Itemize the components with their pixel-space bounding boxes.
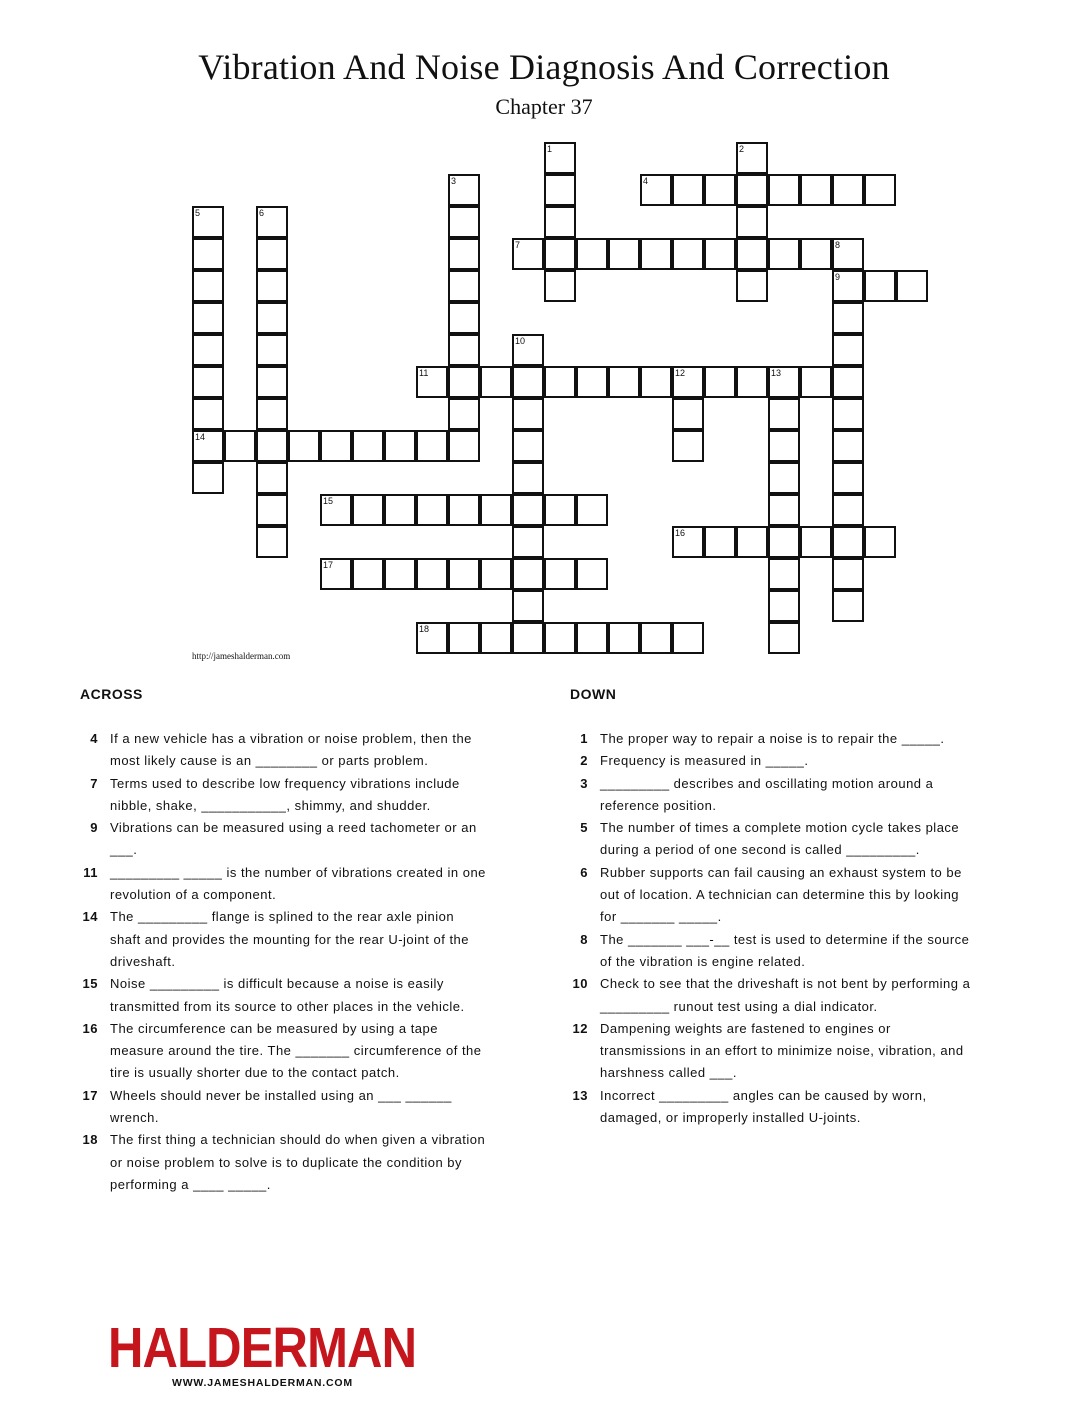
clue-text: The proper way to repair a noise is to repair the _____. (600, 731, 945, 746)
grid-cell[interactable] (736, 206, 768, 238)
clue-number: 14 (195, 432, 206, 442)
grid-cell[interactable] (832, 494, 864, 526)
grid-cell[interactable] (416, 430, 448, 462)
grid-cell[interactable] (544, 558, 576, 590)
grid-cell[interactable] (512, 558, 544, 590)
clue-number: 15 (323, 496, 334, 506)
clue-number: 6 (259, 208, 265, 218)
clue-num: 4 (90, 731, 98, 746)
clue-number: 10 (515, 336, 526, 346)
grid-cell[interactable] (768, 494, 800, 526)
grid-cell[interactable] (800, 366, 832, 398)
grid-cell[interactable] (416, 494, 448, 526)
clue-num: 1 (580, 731, 588, 746)
grid-cell[interactable] (736, 526, 768, 558)
clue-num: 9 (90, 820, 98, 836)
grid-cell[interactable] (512, 462, 544, 494)
grid-cell[interactable] (800, 238, 832, 270)
down-clue (562, 1018, 978, 1085)
page-title: Vibration And Noise Diagnosis And Correction (198, 47, 890, 87)
grid-cell[interactable] (192, 302, 224, 334)
across-clue (72, 1129, 488, 1196)
grid-cell[interactable] (384, 430, 416, 462)
grid-cell[interactable] (288, 430, 320, 462)
grid-cell[interactable] (512, 590, 544, 622)
grid-cell[interactable] (352, 494, 384, 526)
grid-cell[interactable] (256, 462, 288, 494)
grid-cell[interactable] (800, 526, 832, 558)
across-clue (72, 906, 488, 973)
grid-cell[interactable] (832, 366, 864, 398)
grid-cell[interactable] (192, 366, 224, 398)
clue-number: 18 (419, 624, 430, 634)
grid-cell[interactable] (256, 398, 288, 430)
across-heading: ACROSS (80, 686, 143, 702)
across-clues (72, 728, 488, 1196)
grid-cell[interactable] (320, 430, 352, 462)
grid-cell[interactable] (256, 494, 288, 526)
grid-cell[interactable] (832, 590, 864, 622)
across-clue (72, 862, 488, 907)
grid-cell[interactable] (704, 526, 736, 558)
grid-cell[interactable] (736, 142, 768, 174)
grid-cell[interactable] (736, 174, 768, 206)
clue-text: Check to see that the driveshaft is not bent by performing a _________ runout test using a dial indicator. (600, 976, 971, 1014)
clue-text: The _______ ___-__ test is used to determine if the source of the vibration is engine related. (600, 931, 970, 969)
grid-cell[interactable] (448, 558, 480, 590)
clue-number: 3 (451, 176, 457, 186)
grid-cell[interactable] (544, 174, 576, 206)
grid-cell[interactable] (768, 430, 800, 462)
clue-number: 12 (675, 368, 686, 378)
clue-number: 11 (419, 368, 429, 378)
clue-num: 18 (82, 1132, 98, 1148)
grid-cell[interactable] (512, 430, 544, 462)
clue-num: 5 (580, 820, 588, 836)
grid-cell[interactable] (832, 174, 864, 206)
grid-cell[interactable] (672, 398, 704, 430)
clue-number: 1 (547, 144, 553, 154)
grid-cell[interactable] (576, 366, 608, 398)
grid-cell[interactable] (864, 174, 896, 206)
grid-cell[interactable] (512, 334, 544, 366)
clue-text: The _________ flange is splined to the rear axle pinion shaft and provides the mounting for the rear U-joint of the driveshaft. (110, 909, 470, 969)
grid-cell[interactable] (256, 206, 288, 238)
grid-cell[interactable] (736, 366, 768, 398)
grid-cell[interactable] (768, 526, 800, 558)
grid-cell[interactable] (192, 238, 224, 270)
clue-text: Dampening weights are fastened to engines or transmissions in an effort to minimize noise, vibration, and harshness called ___. (600, 1020, 964, 1081)
clue-number: 5 (195, 208, 201, 218)
clue-num: 12 (572, 1020, 588, 1036)
grid-cell[interactable] (256, 302, 288, 334)
logo-url: WWW.JAMESHALDERMAN.COM (172, 1377, 353, 1389)
grid-cell[interactable] (512, 398, 544, 430)
down-clue (562, 750, 978, 772)
grid-cell[interactable] (448, 270, 480, 302)
grid-cell[interactable] (832, 238, 864, 270)
grid-cell[interactable] (768, 174, 800, 206)
halderman-logo: HALDERMAN (108, 1316, 417, 1380)
across-clue (72, 1085, 488, 1130)
grid-cell[interactable] (640, 622, 672, 654)
grid-cell[interactable] (544, 494, 576, 526)
clue-num: 7 (90, 775, 98, 791)
grid-cell[interactable] (448, 334, 480, 366)
grid-cell[interactable] (832, 398, 864, 430)
grid-cell[interactable] (448, 366, 480, 398)
grid-cell[interactable] (256, 270, 288, 302)
grid-cell[interactable] (512, 526, 544, 558)
clue-num: 17 (82, 1087, 98, 1103)
grid-cell[interactable] (416, 558, 448, 590)
grid-cell[interactable] (768, 590, 800, 622)
grid-cell[interactable] (672, 238, 704, 270)
grid-cell[interactable] (544, 622, 576, 654)
grid-cell[interactable] (480, 366, 512, 398)
grid-cell[interactable] (256, 526, 288, 558)
clue-number: 16 (675, 528, 686, 538)
clue-num: 6 (580, 864, 588, 880)
grid-cell[interactable] (576, 238, 608, 270)
grid-cell[interactable] (320, 558, 352, 590)
grid-cell[interactable] (384, 558, 416, 590)
grid-cell[interactable] (832, 334, 864, 366)
grid-cell[interactable] (672, 430, 704, 462)
clue-number: 9 (835, 272, 841, 282)
across-clue (72, 817, 488, 862)
grid-cell[interactable] (192, 462, 224, 494)
grid-cell[interactable] (832, 462, 864, 494)
grid-cell[interactable] (512, 622, 544, 654)
grid-cell[interactable] (480, 622, 512, 654)
clue-text: Terms used to describe low frequency vibrations include nibble, shake, ___________, shimmy, and shudder. (110, 775, 460, 813)
grid-cell[interactable] (640, 174, 672, 206)
grid-cell[interactable] (608, 622, 640, 654)
clue-num: 16 (82, 1020, 98, 1036)
grid-cell[interactable] (896, 270, 928, 302)
grid-cell[interactable] (576, 558, 608, 590)
grid-cell[interactable] (384, 494, 416, 526)
clue-text: Vibrations can be measured using a reed tachometer or an ___. (110, 820, 477, 858)
grid-cell[interactable] (448, 206, 480, 238)
clue-number: 7 (515, 240, 521, 250)
grid-cell[interactable] (800, 174, 832, 206)
clue-num: 2 (580, 753, 588, 769)
grid-cell[interactable] (256, 238, 288, 270)
grid-cell[interactable] (256, 334, 288, 366)
grid-cell[interactable] (544, 142, 576, 174)
clue-text: Noise _________ is difficult because a noise is easily transmitted from its source to other places in the vehicle. (110, 976, 465, 1014)
grid-cell[interactable] (832, 558, 864, 590)
clue-num: 15 (82, 976, 98, 992)
chapter-subtitle: Chapter 37 (495, 94, 593, 119)
grid-cell[interactable] (544, 238, 576, 270)
grid-cell[interactable] (672, 174, 704, 206)
grid-cell[interactable] (704, 238, 736, 270)
grid-cell[interactable] (416, 622, 448, 654)
grid-cell[interactable] (672, 526, 704, 558)
grid-cell[interactable] (448, 174, 480, 206)
grid-cell[interactable] (448, 622, 480, 654)
grid-cell[interactable] (256, 366, 288, 398)
grid-cell[interactable] (192, 206, 224, 238)
clue-number: 2 (739, 144, 745, 154)
grid-cell[interactable] (864, 526, 896, 558)
clue-num: 13 (572, 1087, 588, 1103)
clue-number: 4 (643, 176, 649, 186)
grid-cell[interactable] (832, 302, 864, 334)
down-clues (562, 728, 978, 1129)
grid-cell[interactable] (768, 462, 800, 494)
down-clue (562, 1085, 978, 1130)
down-clue (562, 929, 978, 974)
grid-cell[interactable] (320, 494, 352, 526)
grid-cell[interactable] (544, 366, 576, 398)
clue-num: 14 (82, 909, 98, 925)
grid-cell[interactable] (512, 238, 544, 270)
clue-num: 10 (572, 976, 588, 992)
grid-cell[interactable] (832, 430, 864, 462)
grid-cell[interactable] (352, 430, 384, 462)
clue-text: The first thing a technician should do when given a vibration or noise problem to solve is to duplicate the condition by performing a ____ _____. (110, 1132, 486, 1192)
clue-text: Rubber supports can fail causing an exhaust system to be out of location. A technician can determine this by looking for _______ _____. (600, 864, 962, 925)
grid-cell[interactable] (416, 366, 448, 398)
clue-text: The circumference can be measured by using a tape measure around the tire. The _______ circumference of the tire is usually shorter due to the contact patch. (110, 1020, 482, 1081)
source-url: http://jameshalderman.com (192, 651, 291, 661)
grid-cell[interactable] (480, 494, 512, 526)
across-clue (72, 1018, 488, 1085)
grid-cell[interactable] (832, 526, 864, 558)
grid-cell[interactable] (448, 238, 480, 270)
down-clue (562, 973, 978, 1018)
clue-number: 8 (835, 240, 841, 250)
grid-cell[interactable] (192, 398, 224, 430)
down-clue (562, 728, 978, 750)
clue-number: 17 (323, 560, 334, 570)
grid-cell[interactable] (192, 270, 224, 302)
grid-cell[interactable] (544, 270, 576, 302)
grid-cell[interactable] (512, 494, 544, 526)
down-heading: DOWN (570, 686, 617, 702)
grid-cell[interactable] (736, 238, 768, 270)
down-clue (562, 773, 978, 818)
clue-number: 13 (771, 368, 782, 378)
grid-cell[interactable] (736, 270, 768, 302)
grid-cell[interactable] (224, 430, 256, 462)
grid-cell[interactable] (608, 238, 640, 270)
across-clue (72, 773, 488, 818)
grid-cell[interactable] (768, 558, 800, 590)
grid-cell[interactable] (448, 398, 480, 430)
down-clue (562, 817, 978, 862)
grid-cell[interactable] (576, 494, 608, 526)
clue-text: Incorrect _________ angles can be caused by worn, damaged, or improperly installed U-joints. (600, 1087, 927, 1126)
grid-cell[interactable] (256, 430, 288, 462)
grid-cell[interactable] (832, 270, 864, 302)
across-clue (72, 728, 488, 773)
clue-text: Wheels should never be installed using an ___ ______ wrench. (110, 1087, 452, 1126)
grid-cell[interactable] (512, 366, 544, 398)
grid-cell[interactable] (640, 238, 672, 270)
clue-text: The number of times a complete motion cycle takes place during a period of one second is called _________. (600, 820, 960, 858)
clue-text: Frequency is measured in _____. (600, 753, 809, 769)
clue-text: _________ describes and oscillating motion around a reference position. (600, 775, 934, 813)
clue-num: 3 (580, 775, 588, 791)
grid-cell[interactable] (704, 366, 736, 398)
grid-cell[interactable] (576, 622, 608, 654)
grid-cell[interactable] (768, 398, 800, 430)
grid-cell[interactable] (448, 494, 480, 526)
grid-cell[interactable] (672, 622, 704, 654)
grid-cell[interactable] (768, 238, 800, 270)
clue-text: _________ _____ is the number of vibrations created in one revolution of a component. (110, 864, 486, 903)
grid-cell[interactable] (672, 366, 704, 398)
clue-num: 8 (580, 931, 588, 947)
clue-text: If a new vehicle has a vibration or noise problem, then the most likely cause is an ________ or parts problem. (110, 731, 472, 769)
grid-cell[interactable] (768, 622, 800, 654)
grid-cell[interactable] (544, 206, 576, 238)
grid-cell[interactable] (448, 430, 480, 462)
grid-cell[interactable] (448, 302, 480, 334)
down-clue (562, 862, 978, 929)
crossword-grid (0, 0, 1088, 680)
grid-cell[interactable] (704, 174, 736, 206)
grid-cell[interactable] (640, 366, 672, 398)
grid-cell[interactable] (768, 366, 800, 398)
grid-cell[interactable] (192, 334, 224, 366)
clue-num: 11 (83, 864, 98, 880)
across-clue (72, 973, 488, 1018)
grid-cell[interactable] (192, 430, 224, 462)
grid-cell[interactable] (352, 558, 384, 590)
grid-cell[interactable] (864, 270, 896, 302)
grid-cell[interactable] (480, 558, 512, 590)
grid-cell[interactable] (608, 366, 640, 398)
